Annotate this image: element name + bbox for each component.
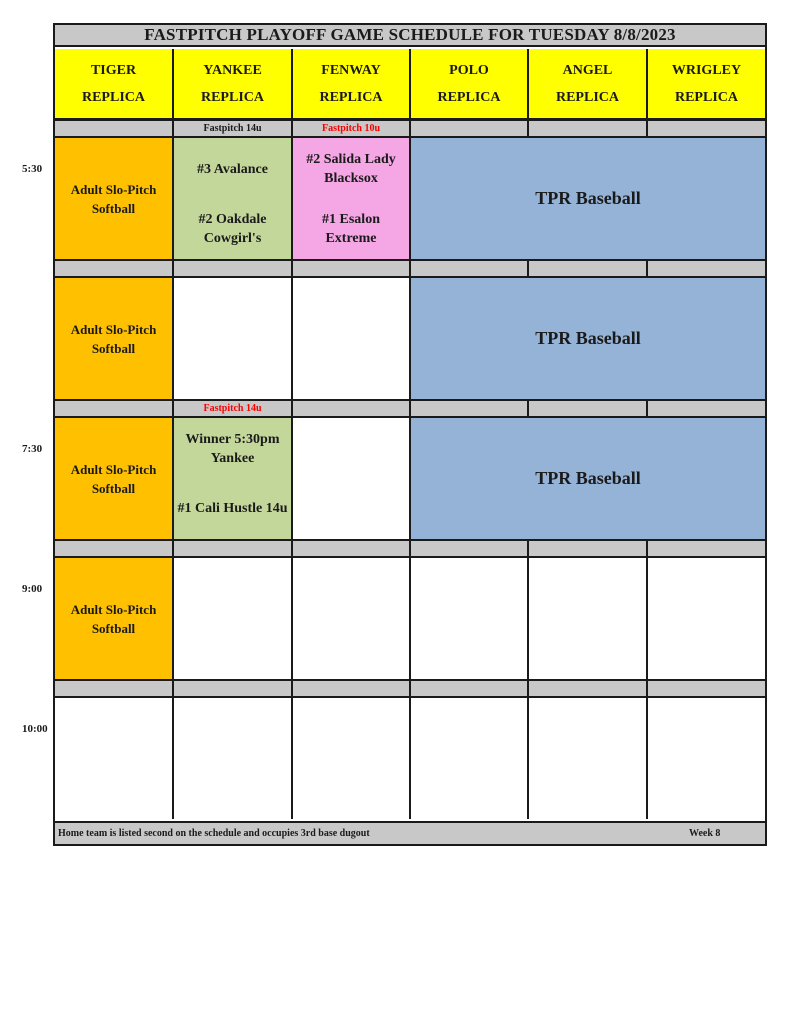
away-team: Winner 5:30pm Yankee — [185, 432, 280, 466]
gap-cell — [648, 539, 765, 558]
time-label: 9:00 — [22, 583, 43, 595]
field-type: REPLICA — [81, 89, 145, 105]
empty-cell — [293, 698, 411, 819]
game-cell-adult-softball — [55, 138, 174, 259]
division-label: Fastpitch 14u — [174, 119, 293, 138]
empty-cell — [293, 418, 411, 539]
game-label: Adult Slo-Pitch Softball — [70, 321, 157, 356]
time-label: 5:30 — [22, 163, 43, 175]
game-cell-tpr-baseball: TPR Baseball — [411, 278, 765, 399]
field-type: REPLICA — [200, 89, 264, 105]
empty-cell — [174, 558, 293, 679]
gap-cell — [174, 679, 293, 698]
gap-cell — [411, 539, 529, 558]
game-cell-adult-softball — [55, 278, 174, 399]
field-header-yankee — [174, 49, 293, 120]
field-name: WRIGLEY — [671, 62, 742, 78]
game-cell-fenway-530 — [293, 138, 411, 259]
field-name: POLO — [449, 62, 489, 78]
gap-cell — [648, 119, 765, 138]
empty-cell — [648, 698, 765, 819]
gap-cell — [293, 259, 411, 278]
field-type: REPLICA — [437, 89, 501, 105]
empty-cell — [648, 558, 765, 679]
footer-note: Home team is listed second on the schedule and occupies 3rd base dugout — [58, 828, 370, 839]
gap-cell — [293, 539, 411, 558]
gap-cell — [293, 399, 411, 418]
game-cell-adult-softball — [55, 418, 174, 539]
empty-cell — [529, 558, 648, 679]
gap-cell — [411, 679, 529, 698]
home-team: #2 Oakdale Cowgirl's — [198, 212, 267, 246]
schedule-title: FASTPITCH PLAYOFF GAME SCHEDULE FOR TUESDAY 8/8/2023 — [55, 25, 765, 47]
empty-cell — [55, 698, 174, 819]
gap-cell — [55, 679, 174, 698]
field-header-fenway — [293, 49, 411, 120]
gap-cell — [648, 399, 765, 418]
field-name: TIGER — [90, 62, 137, 78]
field-header-tiger — [55, 49, 174, 120]
home-team: #1 Esalon Extreme — [322, 212, 380, 246]
empty-cell — [174, 698, 293, 819]
time-label: 7:30 — [22, 443, 43, 455]
gap-cell — [529, 119, 648, 138]
gap-cell — [529, 259, 648, 278]
field-header-wrigley — [648, 49, 765, 120]
gap-cell — [174, 539, 293, 558]
empty-cell — [411, 558, 529, 679]
game-label: Adult Slo-Pitch Softball — [70, 601, 157, 636]
field-name: ANGEL — [562, 62, 613, 78]
field-type: REPLICA — [674, 89, 738, 105]
game-cell-tpr-baseball: TPR Baseball — [411, 138, 765, 259]
gap-cell — [411, 119, 529, 138]
gap-cell — [55, 259, 174, 278]
empty-cell — [293, 278, 411, 399]
field-name: FENWAY — [321, 62, 381, 78]
game-cell-adult-softball — [55, 558, 174, 679]
division-label: Fastpitch 10u — [293, 119, 411, 138]
gap-cell — [411, 399, 529, 418]
game-cell-yankee-530 — [174, 138, 293, 259]
gap-cell — [529, 399, 648, 418]
week-label: Week 8 — [689, 828, 721, 839]
gap-cell — [293, 679, 411, 698]
gap-cell — [648, 259, 765, 278]
empty-cell — [293, 558, 411, 679]
field-name: YANKEE — [203, 62, 262, 78]
away-team: #3 Avalance — [197, 162, 268, 177]
gap-cell — [55, 539, 174, 558]
gap-cell — [55, 399, 174, 418]
gap-cell — [529, 539, 648, 558]
gap-cell — [174, 259, 293, 278]
field-type: REPLICA — [319, 89, 383, 105]
home-team: #1 Cali Hustle 14u — [177, 501, 288, 516]
field-type: REPLICA — [555, 89, 619, 105]
division-label: Fastpitch 14u — [174, 399, 293, 418]
gap-cell — [648, 679, 765, 698]
game-cell-yankee-730 — [174, 418, 293, 539]
empty-cell — [529, 698, 648, 819]
gap-cell — [55, 119, 174, 138]
game-cell-tpr-baseball: TPR Baseball — [411, 418, 765, 539]
away-team: #2 Salida Lady Blacksox — [306, 152, 396, 186]
empty-cell — [411, 698, 529, 819]
game-label: Adult Slo-Pitch Softball — [70, 461, 157, 496]
gap-cell — [529, 679, 648, 698]
field-header-polo — [411, 49, 529, 120]
gap-cell — [411, 259, 529, 278]
field-header-angel — [529, 49, 648, 120]
schedule-footer — [55, 821, 765, 844]
empty-cell — [174, 278, 293, 399]
game-label: Adult Slo-Pitch Softball — [70, 181, 157, 216]
time-label: 10:00 — [22, 723, 48, 735]
